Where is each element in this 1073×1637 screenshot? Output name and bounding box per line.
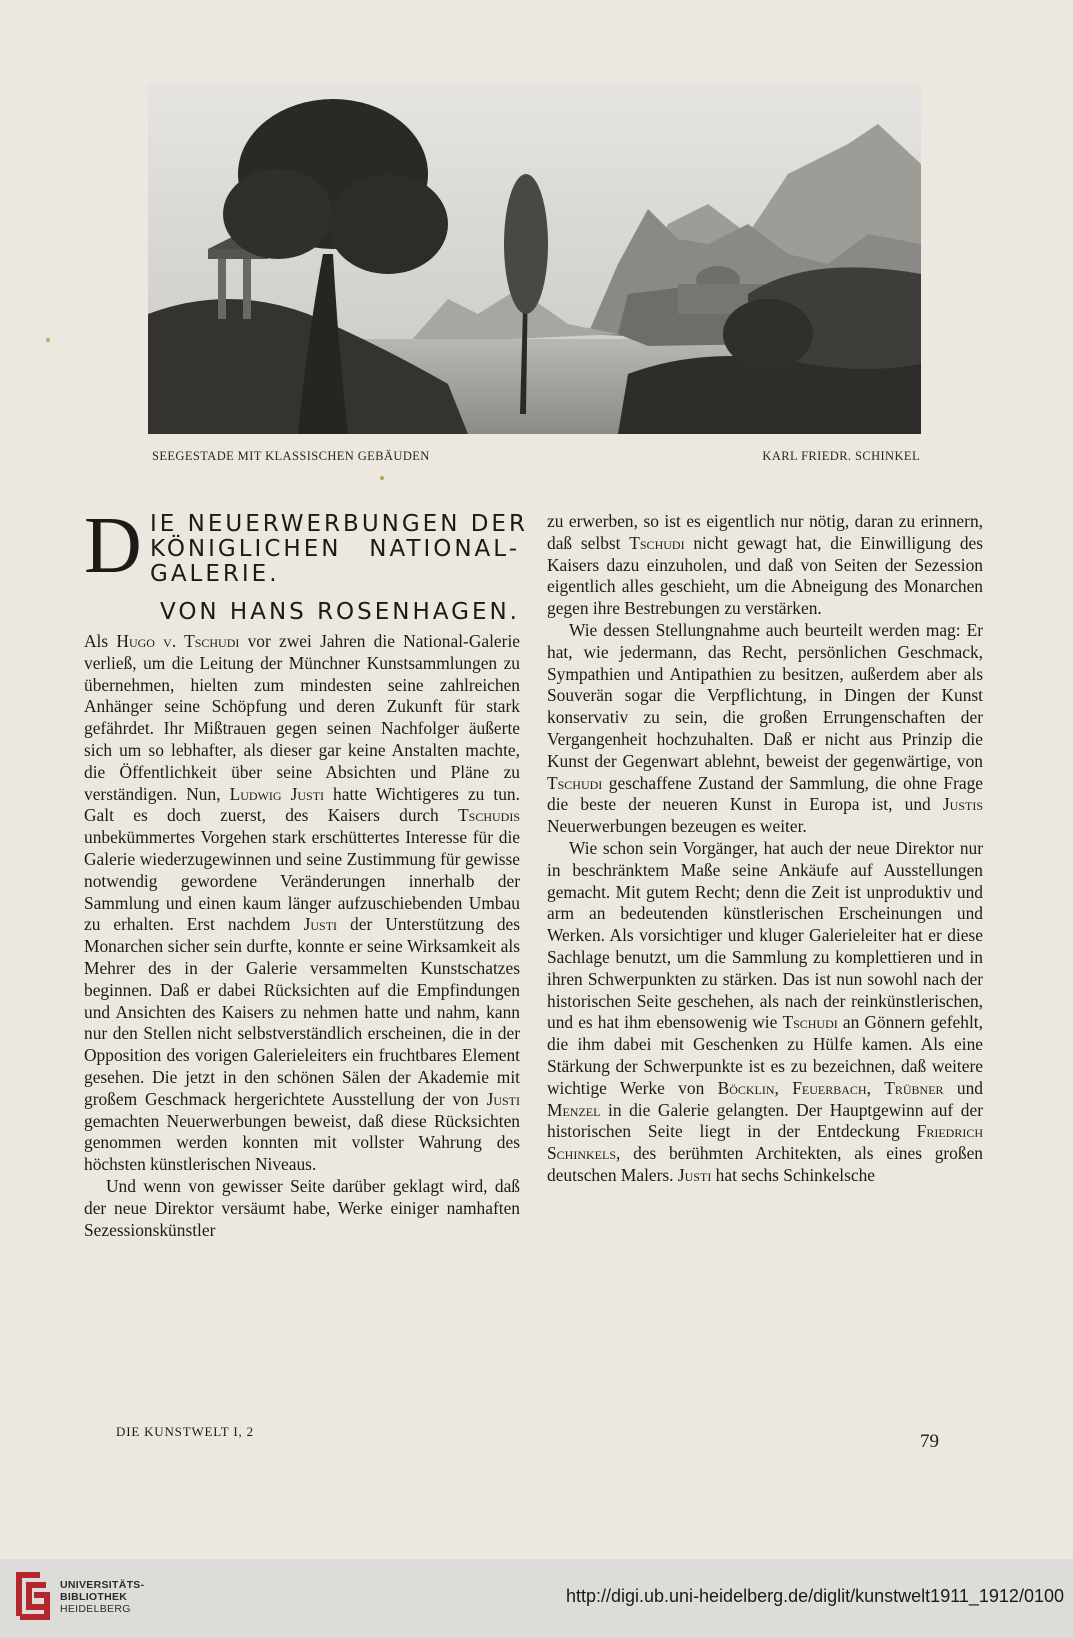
headline-line-3: GALERIE. xyxy=(150,561,280,587)
body-paragraph: Als Hugo v. Tschudi vor zwei Jahren die National-Galerie verließ, um die Leitung der Münchner Kunstsammlungen zu übernehmen, hielten zum mindesten seine zahlreichen Anhänger seine Schöpfung und deren Zukunft für stark gefährdet. Ihr Mißtrauen gegen seinen Nachfolger äußerte sich um so lebhafter, als dieser gar keine Anstalten machte, die Öffentlichkeit über seine Absichten und Pläne zu verständigen. Nun, Ludwig Justi hatte Wichtigeres zu tun. Galt es doch zuerst, des Kaisers durch Tschudis unbekümmertes Vorgehen stark erschüttertes Interesse für die Galerie wiederzugewinnen und seine Zustimmung für gewisse notwendig gewordene Veränderungen innerhalb der Sammlung und einen kaum länger aufzuschiebenden Umbau zu erhalten. Erst nachdem Justi der Unterstützung des Monarchen sicher sein durfte, konnte er seine Wirksamkeit als Mehrer des in der Galerie versammelten Kunstschatzes beginnen. Daß er dabei Rücksichten auf die Empfindungen und Ansichten des Kaisers zu nehmen hatte und nahm, kann nur den Stellen nicht selbstverständlich erscheinen, die in der Opposition des vorigen Galerieleiters ein fruchtbares Element gesehen. Die jetzt in den schönen Sälen der Akademie mit großem Geschmack hergerichtete Ausstellung der von Justi gemachten Neuerwerbungen beweist, daß diese Rücksichten genommen werden konnten mit vollster Wahrung des höchsten künstlerischen Niveaus. xyxy=(84,631,520,1175)
headline-line-1: IE NEUERWERBUNGEN DER xyxy=(150,511,528,537)
source-url-link[interactable]: http://digi.ub.uni-heidelberg.de/diglit/kunstwelt1911_1912/0100 xyxy=(565,1586,1064,1606)
article-author: VON HANS ROSENHAGEN. xyxy=(159,599,520,625)
body-paragraph: Und wenn von gewisser Seite darüber geklagt wird, daß der neue Direktor versäumt habe, Werke einiger namhaften Sezessionskünstler xyxy=(84,1175,520,1240)
body-paragraph: Wie schon sein Vorgänger, hat auch der neue Direktor nur in beschränktem Maße seine Ankäufe auf Ausstellungen gemacht. Mit gutem Recht; denn die Zeit ist unproduktiv und arm an bedeutenden künstlerischen Erscheinungen und Werken. Als vorsichtiger und kluger Galerieleiter hat er diese Sachlage benutzt, um die Sammlung zu komplettieren und in ihren Schwerpunkten zu stärken. Das ist nun sowohl nach der historischen Seite geschehen, als nach der reinkünstlerischen, und es hat ihm ebensowenig wie Tschudi an Gönnern gefehlt, die ihm dabei mit Geschenken zu Hülfe kamen. Als eine Stärkung der Schwerpunkte ist es zu bezeichnen, daß weitere wichtige Werke von Böcklin, Feuerbach, Trübner und Menzel in die Galerie gelangten. Der Hauptgewinn auf der historischen Seite liegt in der Entdeckung Friedrich Schinkels, des berühmten Architekten, als eines großen deutschen Malers. Justi hat sechs Schinkelsche xyxy=(547,837,983,1185)
library-name-line-2: BIBLIOTHEK xyxy=(60,1591,128,1603)
article-column-left xyxy=(84,502,528,1241)
page-number: 79 xyxy=(920,1431,939,1452)
library-logo-icon xyxy=(10,1568,52,1624)
article-column-right xyxy=(547,511,983,1187)
drop-cap: D xyxy=(84,502,142,590)
headline-line-2: KÖNIGLICHEN NATIONAL- xyxy=(150,536,520,562)
article-headline xyxy=(84,502,528,605)
body-paragraph: zu erwerben, so ist es eigentlich nur nötig, daran zu erinnern, daß selbst Tschudi nicht gewagt hat, die Einwilligung des Kaisers dazu einzuholen, und daß von Seiten der Sezession eigentlich alles geschieht, um die Abneigung des Monarchen gegen ihre Bestrebungen zu verstärken. xyxy=(547,511,983,619)
library-name xyxy=(60,1579,144,1615)
figure-caption-artist: KARL FRIEDR. SCHINKEL xyxy=(762,449,920,463)
library-name-line-1: UNIVERSITÄTS- xyxy=(60,1579,145,1591)
ornament-dot xyxy=(380,476,384,480)
body-paragraph: Wie dessen Stellungnahme auch beurteilt werden mag: Er hat, wie jedermann, das Recht, persönlichen Geschmack, Sympathien und Antipathien zu besitzen, außerdem aber als Souverän sogar die Verpflichtung, in Dingen der Kunst konservativ zu sein, die großen Errungenschaften der Vergangenheit hochzuhalten. Daß er nicht aus Prinzip die Kunst der Gegenwart ablehnt, beweist der gegenwärtige, von Tschudi geschaffene Zustand der Sammlung, die ohne Frage die beste der neueren Kunst in Europa ist, und Justis Neuerwerbungen bezeugen es weiter. xyxy=(547,619,983,837)
author-row xyxy=(84,599,520,631)
library-footer-bar xyxy=(0,1559,1073,1637)
figure-caption-title: SEEGESTADE MIT KLASSISCHEN GEBÄUDEN xyxy=(152,449,430,463)
margin-mark xyxy=(46,338,50,342)
library-name-line-3: HEIDELBERG xyxy=(60,1603,131,1615)
painting-image xyxy=(148,84,921,434)
journal-footer: DIE KUNSTWELT I, 2 xyxy=(116,1424,254,1439)
